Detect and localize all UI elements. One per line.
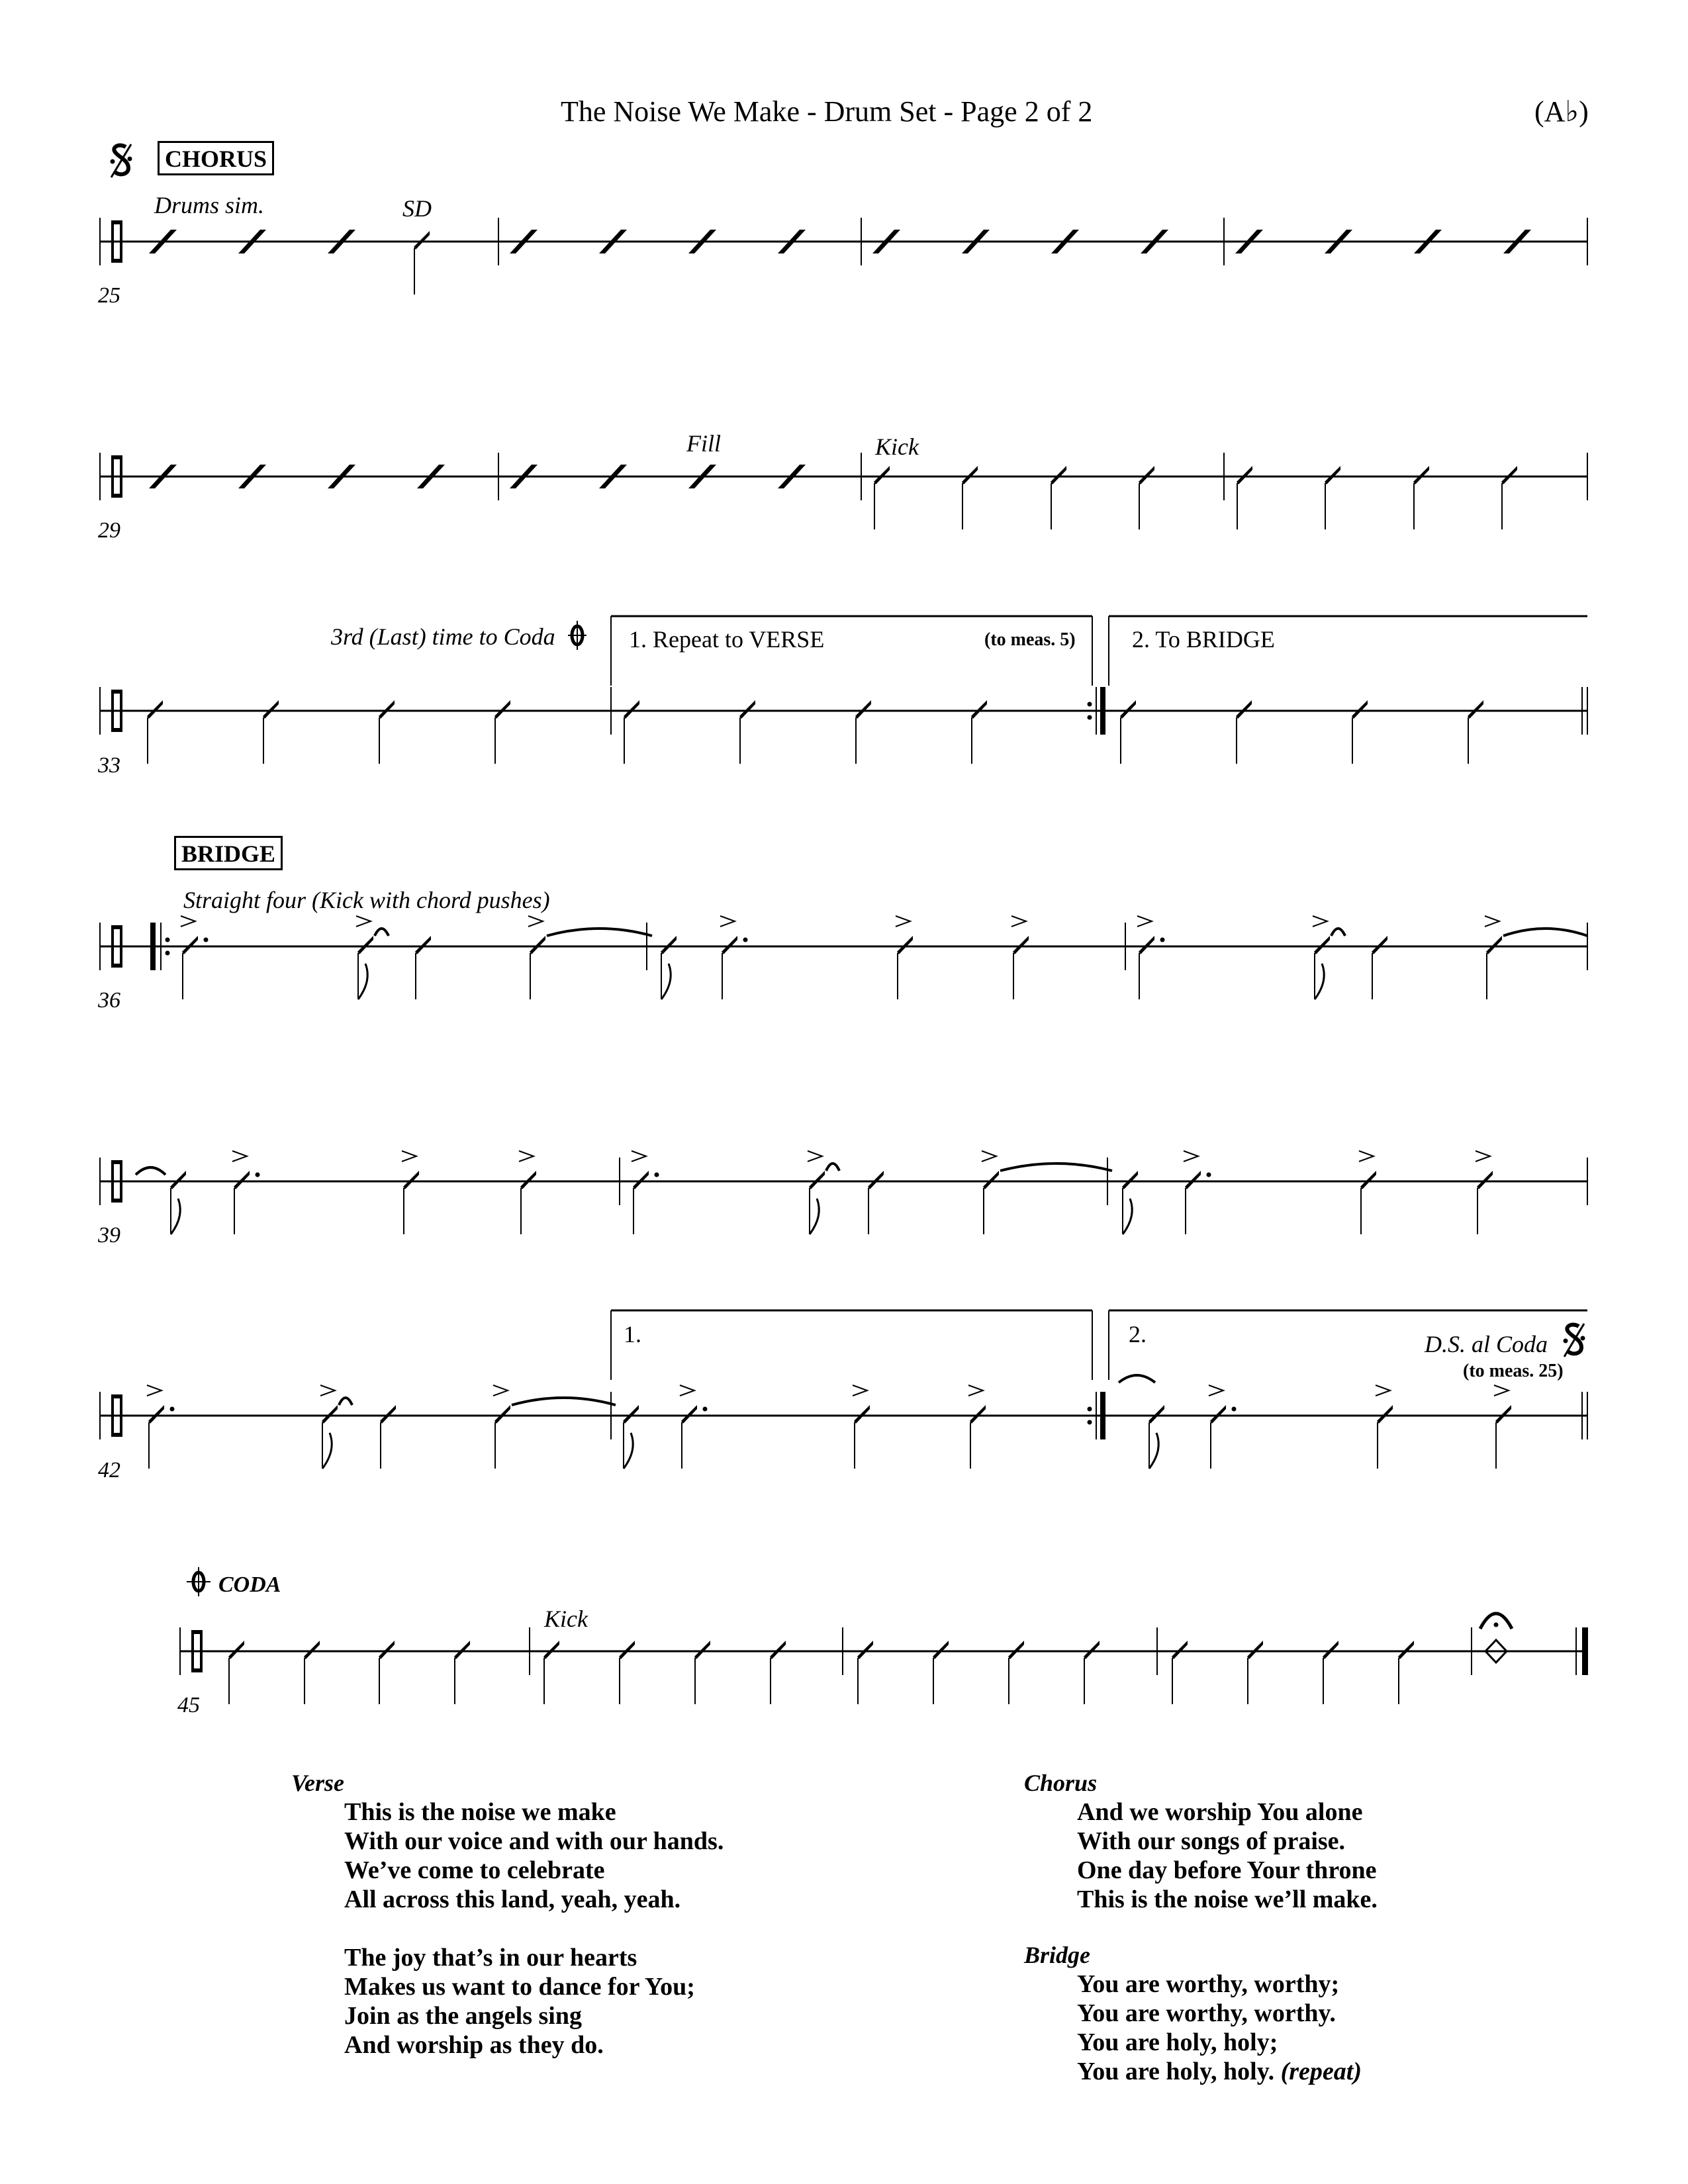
accent-icon	[1011, 916, 1026, 927]
accent-icon	[720, 916, 735, 927]
percussion-clef-cap	[113, 455, 121, 459]
lyric-line: Join as the angels sing	[344, 2002, 582, 2030]
percussion-clef-cap	[193, 1668, 201, 1672]
slash-notehead-stemmed	[1468, 700, 1483, 719]
eighth-flag	[661, 964, 671, 999]
accent-icon	[1494, 1385, 1509, 1396]
slash-notehead-stemmed	[379, 700, 395, 719]
accent-icon	[808, 1151, 822, 1161]
slash-notehead-stemmed	[624, 700, 639, 719]
lyrics-heading-verse: Verse	[291, 1770, 344, 1796]
final-barline-thick	[1582, 1627, 1588, 1675]
slash-notehead-stemmed	[494, 700, 510, 719]
slash-notehead-stemmed	[357, 936, 373, 954]
slash-notehead-stemmed	[1139, 936, 1154, 954]
repeat-dot	[1088, 1407, 1092, 1412]
slash-notehead-stemmed	[1149, 1405, 1164, 1424]
slash-notehead-stemmed	[1008, 1641, 1024, 1659]
slash-notehead-stemmed	[855, 700, 871, 719]
ending-1-label-b: 1.	[624, 1321, 641, 1347]
kick-direction-coda: Kick	[544, 1606, 588, 1632]
lyric-line: You are worthy, worthy.	[1077, 1999, 1336, 2027]
augmentation-dot	[170, 1407, 175, 1412]
page-title: The Noise We Make - Drum Set - Page 2 of 2	[561, 95, 1093, 128]
measure-number: 29	[98, 518, 120, 543]
percussion-clef-cap	[113, 728, 121, 732]
slash-notehead-stemmed	[1172, 1641, 1188, 1659]
measure-number: 39	[98, 1223, 120, 1248]
slash-notehead-stemmed	[694, 1641, 710, 1659]
slash-notehead-stemmed	[770, 1641, 786, 1659]
slash-notehead-stemmed	[1413, 466, 1429, 484]
accent-icon	[1485, 916, 1499, 927]
accent-icon	[680, 1385, 694, 1396]
lyric-line: And worship as they do.	[344, 2031, 604, 2059]
slash-notehead-stemmed	[619, 1641, 635, 1659]
percussion-clef-cap	[193, 1630, 201, 1634]
slash-notehead-stemmed	[739, 700, 755, 719]
percussion-clef-cap	[113, 690, 121, 694]
slash-notehead-stemmed	[379, 1641, 395, 1659]
lyric-line: Makes us want to dance for You;	[344, 1973, 695, 2001]
slash-notehead-stemmed	[454, 1641, 470, 1659]
slash-notehead-stemmed	[971, 700, 987, 719]
tie	[512, 1398, 616, 1405]
slash-notehead-stemmed	[933, 1641, 949, 1659]
slash-notehead-stemmed	[1210, 1405, 1226, 1424]
slash-notehead-stemmed	[380, 1405, 396, 1424]
percussion-clef-cap	[113, 1199, 121, 1203]
lyric-text: You are holy, holy.	[1077, 2058, 1275, 2085]
ds-target: (to meas. 25)	[1463, 1361, 1564, 1381]
accent-icon	[853, 1385, 867, 1396]
measure-number: 45	[177, 1693, 200, 1717]
eighth-flag	[1123, 1199, 1132, 1234]
ending-2-label-b: 2.	[1129, 1321, 1147, 1347]
slash-notehead-stemmed	[1236, 700, 1252, 719]
augmentation-dot	[1207, 1173, 1211, 1177]
lyrics-chorus	[1024, 1771, 1378, 2086]
slash-notehead-stemmed	[983, 1171, 999, 1189]
augmentation-dot	[655, 1173, 659, 1177]
tie	[1503, 929, 1587, 936]
lyric-line: This is the noise we’ll make.	[1077, 1886, 1378, 1913]
drums-sim-direction: Drums sim.	[154, 192, 265, 218]
measure-number: 25	[98, 283, 120, 308]
lyric-line: The joy that’s in our hearts	[344, 1944, 637, 1972]
augmentation-dot	[204, 938, 209, 942]
slash-notehead-stemmed	[1084, 1641, 1100, 1659]
accent-icon	[982, 1151, 996, 1161]
slash-notehead-stemmed	[170, 1171, 186, 1189]
tie	[826, 1163, 839, 1171]
slash-notehead-stemmed	[868, 1171, 884, 1189]
slash-notehead-stemmed	[415, 936, 431, 954]
lyric-line	[1077, 2057, 1378, 2086]
slash-notehead-stemmed	[623, 1405, 639, 1424]
tie	[1331, 929, 1345, 936]
slash-notehead-stemmed	[857, 1641, 873, 1659]
eighth-flag	[810, 1199, 819, 1234]
repeat-barline-thick	[1100, 687, 1105, 735]
fermata-dot	[1494, 1623, 1499, 1627]
slash-notehead-stemmed	[148, 1405, 164, 1424]
lyric-line: You are worthy, worthy;	[1077, 1970, 1340, 1998]
slash-notehead-stemmed	[1398, 1641, 1414, 1659]
slash-notehead-stemmed	[530, 936, 545, 954]
eighth-flag	[322, 1433, 332, 1469]
slash-notehead-stemmed	[414, 231, 430, 250]
rehearsal-mark-bridge: BRIDGE	[174, 836, 283, 870]
slash-notehead-stemmed	[661, 936, 677, 954]
accent-icon	[493, 1385, 508, 1396]
slash-notehead-stemmed	[1323, 1641, 1338, 1659]
slash-notehead-stemmed	[403, 1171, 419, 1189]
coda-heading: CODA	[218, 1572, 281, 1597]
slash-notehead-stemmed	[874, 466, 890, 484]
segno-icon-ds	[1559, 1321, 1589, 1358]
slash-notehead-stemmed	[1477, 1171, 1493, 1189]
tie	[339, 1398, 352, 1405]
slash-notehead-stemmed	[897, 936, 913, 954]
accent-icon	[632, 1151, 646, 1161]
accent-icon	[1184, 1151, 1198, 1161]
percussion-clef-cap	[113, 1160, 121, 1164]
measure-number: 42	[98, 1458, 120, 1482]
coda-icon-heading	[185, 1566, 212, 1598]
lyric-line: With our songs of praise.	[1077, 1827, 1346, 1855]
slash-notehead-stemmed	[970, 1405, 986, 1424]
tie	[375, 929, 389, 936]
coda-icon	[567, 619, 588, 651]
lyric-line: This is the noise we make	[344, 1798, 616, 1826]
percussion-clef-cap	[113, 259, 121, 263]
slash-notehead-stemmed	[722, 936, 737, 954]
to-coda-direction: 3rd (Last) time to Coda	[331, 623, 555, 650]
slash-notehead-stemmed	[494, 1405, 510, 1424]
slash-notehead-stemmed	[633, 1171, 649, 1189]
slash-notehead-stemmed	[1247, 1641, 1263, 1659]
straight-four-direction: Straight four (Kick with chord pushes)	[183, 887, 550, 913]
slash-notehead-stemmed	[543, 1641, 559, 1659]
measure-number: 36	[98, 988, 120, 1013]
augmentation-dot	[703, 1407, 708, 1412]
percussion-clef-cap	[113, 494, 121, 498]
lyric-line: We’ve come to celebrate	[344, 1856, 605, 1884]
lyrics-heading-chorus: Chorus	[1024, 1770, 1098, 1796]
segno-icon	[106, 142, 136, 179]
accent-icon	[356, 916, 371, 927]
accent-icon	[1359, 1151, 1374, 1161]
accent-icon	[968, 1385, 983, 1396]
percussion-clef-cap	[113, 925, 121, 929]
percussion-clef-cap	[113, 1433, 121, 1437]
eighth-flag	[358, 964, 367, 999]
tie	[1000, 1163, 1112, 1171]
percussion-clef-cap	[113, 1394, 121, 1398]
accent-icon	[147, 1385, 162, 1396]
slash-notehead-stemmed	[681, 1405, 697, 1424]
slash-notehead-stemmed	[1372, 936, 1387, 954]
repeat-dot	[1088, 715, 1092, 720]
lyric-line: All across this land, yeah, yeah.	[344, 1886, 681, 1913]
kick-direction: Kick	[875, 433, 919, 460]
slash-notehead-stemmed	[854, 1405, 870, 1424]
snare-drum-direction: SD	[402, 195, 432, 222]
ending-1-label: 1. Repeat to VERSE	[629, 626, 825, 653]
eighth-flag	[624, 1433, 633, 1469]
repeat-dot	[1088, 702, 1092, 707]
tie	[136, 1167, 165, 1175]
slash-notehead-stemmed	[1501, 466, 1517, 484]
augmentation-dot	[256, 1173, 260, 1177]
lyric-line: One day before Your throne	[1077, 1856, 1377, 1884]
accent-icon	[896, 916, 910, 927]
accent-icon	[1209, 1385, 1223, 1396]
augmentation-dot	[1160, 938, 1165, 942]
tie	[1119, 1375, 1155, 1383]
slash-notehead-stemmed	[1486, 936, 1502, 954]
ending-2-label: 2. To BRIDGE	[1132, 626, 1275, 653]
slash-notehead-stemmed	[1352, 700, 1368, 719]
lyrics-verse	[291, 1771, 724, 2060]
percussion-clef-cap	[113, 220, 121, 224]
slash-notehead-stemmed	[182, 936, 198, 954]
accent-icon	[519, 1151, 534, 1161]
accent-icon	[1313, 916, 1327, 927]
accent-icon	[1476, 1151, 1490, 1161]
slash-notehead-stemmed	[1377, 1405, 1393, 1424]
slash-notehead-stemmed	[1237, 466, 1252, 484]
slash-notehead-stemmed	[1139, 466, 1154, 484]
eighth-flag	[171, 1199, 180, 1234]
slash-notehead-stemmed	[234, 1171, 250, 1189]
slash-notehead-stemmed	[322, 1405, 338, 1424]
accent-icon	[402, 1151, 416, 1161]
ds-al-coda-direction: D.S. al Coda	[1425, 1331, 1548, 1357]
repeat-dot	[165, 938, 170, 942]
slash-notehead-stemmed	[520, 1171, 536, 1189]
key-indicator: (A♭)	[1534, 95, 1589, 128]
slash-notehead-stemmed	[147, 700, 163, 719]
eighth-flag	[1315, 964, 1324, 999]
lyric-line: With our voice and with our hands.	[344, 1827, 724, 1855]
slash-notehead-stemmed	[263, 700, 279, 719]
measure-number: 33	[98, 753, 120, 778]
slash-notehead-stemmed	[228, 1641, 244, 1659]
lyrics-heading-bridge: Bridge	[1024, 1942, 1091, 1968]
slash-notehead-stemmed	[304, 1641, 320, 1659]
accent-icon	[320, 1385, 335, 1396]
lyric-line: You are holy, holy;	[1077, 2028, 1278, 2056]
fill-direction: Fill	[686, 430, 721, 457]
slash-notehead-stemmed	[1495, 1405, 1511, 1424]
augmentation-dot	[743, 938, 748, 942]
slash-notehead-stemmed	[1325, 466, 1340, 484]
repeat-barline-thick	[1100, 1392, 1105, 1439]
tie	[547, 929, 652, 936]
slash-notehead-stemmed	[1120, 700, 1136, 719]
slash-notehead-stemmed	[1122, 1171, 1138, 1189]
slash-notehead-stemmed	[1013, 936, 1029, 954]
repeat-dot	[165, 951, 170, 956]
slash-notehead-stemmed	[809, 1171, 825, 1189]
augmentation-dot	[1232, 1407, 1237, 1412]
rehearsal-mark-chorus: CHORUS	[158, 141, 274, 175]
percussion-clef-cap	[113, 964, 121, 968]
slash-notehead-stemmed	[1185, 1171, 1201, 1189]
accent-icon	[1376, 1385, 1390, 1396]
repeat-barline-thick	[150, 923, 156, 970]
accent-icon	[1137, 916, 1152, 927]
slash-notehead-stemmed	[962, 466, 978, 484]
accent-icon	[232, 1151, 247, 1161]
slash-notehead-stemmed	[1360, 1171, 1376, 1189]
lyric-line: And we worship You alone	[1077, 1798, 1363, 1826]
accent-icon	[528, 916, 543, 927]
accent-icon	[181, 916, 195, 927]
slash-notehead-stemmed	[1314, 936, 1330, 954]
slash-notehead-stemmed	[1051, 466, 1066, 484]
ending-1-target: (to meas. 5)	[984, 629, 1076, 650]
repeat-note: (repeat)	[1280, 2058, 1362, 2085]
eighth-flag	[1149, 1433, 1158, 1469]
repeat-dot	[1088, 1420, 1092, 1425]
